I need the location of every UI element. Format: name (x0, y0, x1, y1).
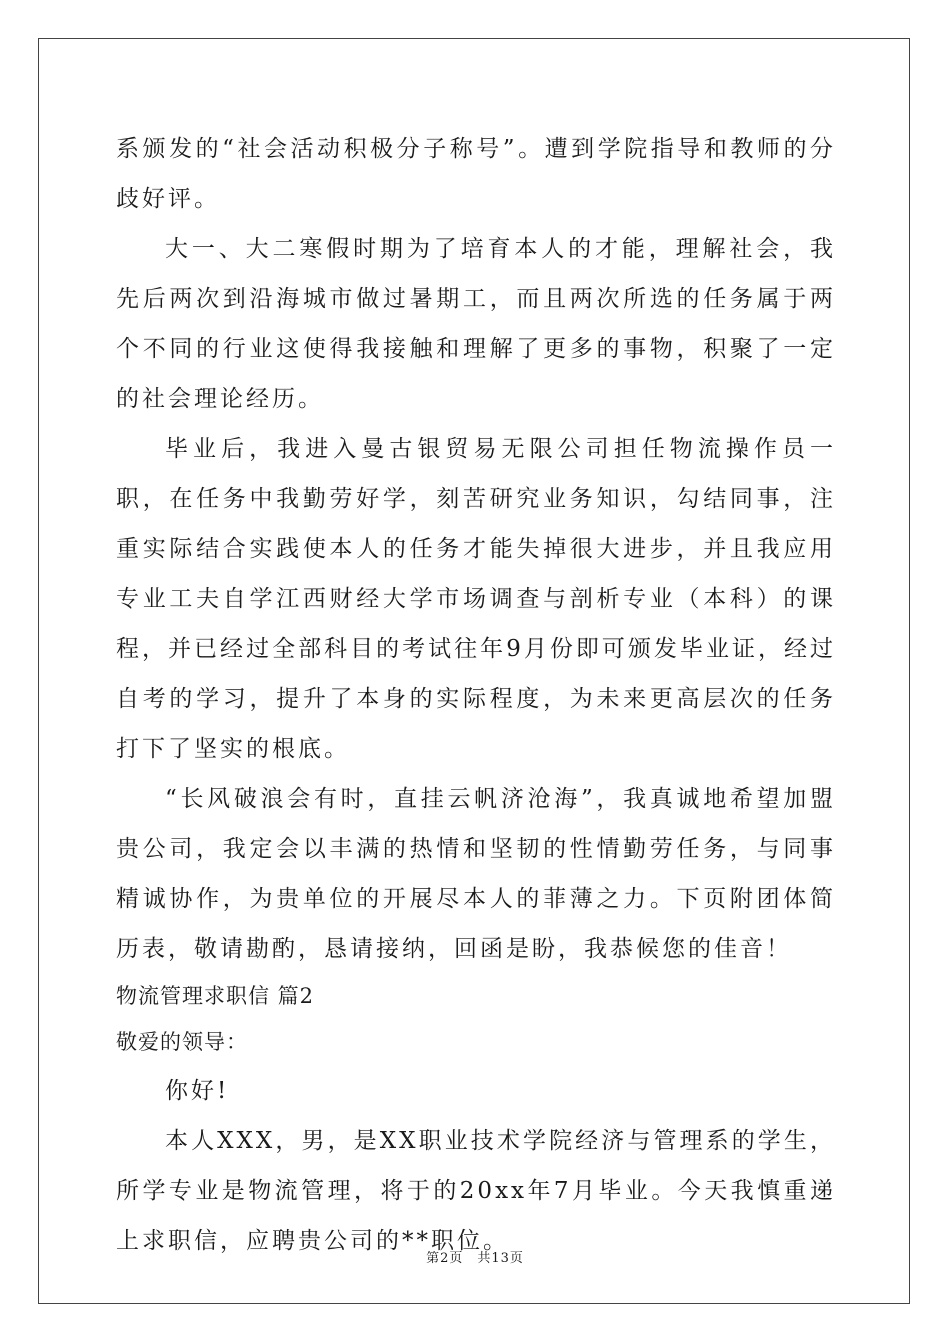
paragraph-introduction: 本人XXX，男，是XX职业技术学院经济与管理系的学生，所学专业是物流管理，将于的20xx年7月毕业。今天我慎重递上求职信，应聘贵公司的**职位。 (116, 1128, 836, 1254)
page-number-footer: 第2页 共13页 (426, 1251, 524, 1266)
document-body (116, 124, 836, 1266)
paragraph-1: 系颁发的“社会活动积极分子称号”。遭到学院指导和教师的分歧好评。 (116, 136, 836, 212)
paragraph-4: “长风破浪会有时，直挂云帆济沧海”，我真诚地希望加盟贵公司，我定会以丰满的热情和坚韧的性情勤劳任务，与同事精诚协作，为贵单位的开展尽本人的菲薄之力。下页附团体简历表，敬请勘酌，恳请接纳，回函是盼，我恭候您的佳音！ (116, 786, 836, 962)
salutation: 敬爱的领导： (116, 1030, 248, 1054)
section-heading: 物流管理求职信 篇2 (116, 984, 315, 1008)
greeting: 你好! (165, 1078, 230, 1104)
paragraph-3: 毕业后，我进入曼古银贸易无限公司担任物流操作员一职，在任务中我勤劳好学，刻苦研究业务知识，勾结同事，注重实际结合实践使本人的任务才能失掉很大进步，并且我应用专业工夫自学江西财经大学市场调查与剖析专业（本科）的课程，并已经过全部科目的考试往年9月份即可颁发毕业证，经过自考的学习，提升了本身的实际程度，为未来更高层次的任务打下了坚实的根底。 (116, 436, 836, 762)
paragraph-2: 大一、大二寒假时期为了培育本人的才能，理解社会，我先后两次到沿海城市做过暑期工，而且两次所选的任务属于两个不同的行业这使得我接触和理解了更多的事物，积聚了一定的社会理论经历。 (116, 236, 836, 412)
